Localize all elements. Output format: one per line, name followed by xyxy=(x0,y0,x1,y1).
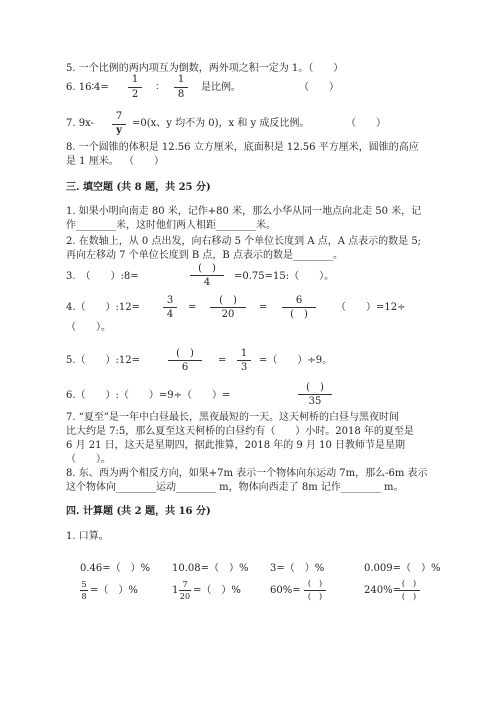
fill-5-fraction-2-numerator: 1 xyxy=(240,348,248,359)
fill-8-line-1: 8. 东、西为两个相反方向，如果+7m 表示一个物体向东运动 7m，那么-6m 表示 xyxy=(66,468,428,479)
q6-fraction-1-denominator: 2 xyxy=(131,89,139,100)
fill-4-prefix: 4.（ ）:12= xyxy=(66,302,141,313)
q7-suffix: =0(x、y 均不为 0)，x 和 y 成反比例。 xyxy=(132,118,310,129)
fill-5-prefix: 5.（ ）:12= xyxy=(66,355,141,366)
q6-fraction-1-bar xyxy=(128,87,142,88)
fill-7-line-2: 比大约是 7:5，那么夏至这天柯桥的白昼约有（ ）小时。2018 年的夏至是 xyxy=(66,426,414,437)
fill-6-fraction-denominator: 35 xyxy=(308,396,322,407)
fill-4-fraction-1-numerator: 3 xyxy=(166,295,174,306)
fill-7-line-4: （ ）。 xyxy=(66,454,111,465)
fill-4-fraction-2-bar xyxy=(210,307,246,308)
calc-r1-c4: 0.009=（ ）% xyxy=(364,563,441,574)
fill-1-line-1: 1. 如果小明向南走 80 米，记作+80 米，那么小华从同一地点向北走 50 米，记 xyxy=(66,206,422,217)
q7-answer-paren: （ ） xyxy=(346,118,386,129)
q6-fraction-1-numerator: 1 xyxy=(131,74,139,85)
fill-4-fraction-1-bar xyxy=(163,307,177,308)
fill-5-fraction-2-denominator: 3 xyxy=(240,362,248,373)
question-8-line-1: 8. 一个圆锥的体积是 12.56 立方厘米，底面积是 12.56 平方厘米，圆锥的高应 xyxy=(66,142,419,153)
fill-5-equals: = xyxy=(218,355,227,366)
q6-fraction-2-numerator: 1 xyxy=(177,74,185,85)
calc-r2-c4-numerator: ( ) xyxy=(401,579,417,588)
question-7-prefix: 7. 9x- xyxy=(66,118,94,129)
calc-r1-c2: 10.08=（ ）% xyxy=(172,563,249,574)
fill-8-line-2: 这个物体向________运动________ m，物体向西走了 8m 记作________ m。 xyxy=(66,482,404,493)
fill-3-fraction-bar xyxy=(190,275,224,276)
fill-4-equals-1: = xyxy=(188,302,197,313)
calc-r2-c3-prefix: 60%= xyxy=(270,585,301,596)
calc-r1-c3: 3=（ ）% xyxy=(270,563,325,574)
q6-fraction-2-bar xyxy=(174,87,188,88)
fill-5-fraction-1-numerator: ( ) xyxy=(176,348,194,359)
fill-4-line-2: （ ）。 xyxy=(66,322,111,333)
fill-4-suffix: （ ）=12÷ xyxy=(336,302,406,313)
calc-r2-c3-denominator: ( ) xyxy=(307,592,323,601)
fill-5-suffix: =（ ）÷9。 xyxy=(259,355,333,366)
q6-fraction-2-denominator: 8 xyxy=(177,89,185,100)
q7-fraction-denominator: y xyxy=(116,125,122,136)
q6-colon: ∶ xyxy=(156,82,159,93)
calc-r1-c1: 0.46=（ ）% xyxy=(80,563,151,574)
fill-4-fraction-3-denominator: ( ) xyxy=(290,309,308,320)
fill-6-fraction-numerator: ( ) xyxy=(306,382,324,393)
fill-4-fraction-3-bar xyxy=(282,307,316,308)
q6-suffix: 是比例。 xyxy=(201,82,241,93)
calc-r2-c2-denominator: 20 xyxy=(179,592,191,601)
fill-3-fraction-denominator: 4 xyxy=(203,277,211,288)
q8-answer-paren: （ ） xyxy=(124,156,164,167)
fill-2-line-2: 再向左移动 7 个单位长度到 B 点，B 点表示的数是________。 xyxy=(66,250,343,261)
fill-6-fraction-bar xyxy=(298,394,332,395)
calc-r2-c1-suffix: =（ ）% xyxy=(90,585,138,596)
fill-4-fraction-3-numerator: 6 xyxy=(295,295,303,306)
calc-r2-c4-denominator: ( ) xyxy=(401,592,417,601)
fill-5-fraction-1-denominator: 6 xyxy=(181,362,189,373)
q7-fraction-numerator: 7 xyxy=(115,111,123,122)
section-4-title: 四. 计算题 (共 2 题，共 16 分) xyxy=(66,506,211,517)
fill-1-line-2: 作________米，这时他们两人相距________米。 xyxy=(66,220,276,231)
fill-3-fraction-numerator: ( ) xyxy=(198,263,216,274)
fill-4-fraction-1-denominator: 4 xyxy=(166,309,174,320)
calc-r2-c2-numerator: 7 xyxy=(182,580,188,589)
fill-4-fraction-2-numerator: ( ) xyxy=(219,295,237,306)
question-5: 5. 一个比例的两内项互为倒数，两外项之积一定为 1。（ ） xyxy=(66,63,344,74)
fill-5-fraction-2-bar xyxy=(237,360,251,361)
section-3-title: 三. 填空题 (共 8 题，共 25 分) xyxy=(66,182,211,193)
fill-6-prefix: 6.（ ）:（ ）=9÷（ ）= xyxy=(66,390,231,401)
fill-7-line-1: 7. “夏至”是一年中白昼最长，黑夜最短的一天。这天柯桥的白昼与黑夜时间 xyxy=(66,412,399,423)
calc-r2-c2-suffix: =（ ）% xyxy=(193,585,241,596)
question-6-prefix: 6. 16∶4= xyxy=(66,82,109,93)
calc-r2-c1-numerator: 5 xyxy=(81,580,87,589)
fill-7-line-3: 6 月 21 日，这天是星期四，据此推算，2018 年的 9 月 10 日教师节是星期 xyxy=(66,440,406,451)
calc-r2-c3-numerator: ( ) xyxy=(307,579,323,588)
fill-3-suffix: =0.75=15:（ ）。 xyxy=(234,271,335,282)
fill-3-prefix: 3. （ ）:8= xyxy=(66,271,139,282)
calc-1-title: 1. 口算。 xyxy=(66,531,109,542)
calc-r2-c4-prefix: 240%= xyxy=(364,585,401,596)
question-8-line-2: 是 1 厘米。 xyxy=(66,156,119,167)
fill-2-line-1: 2. 在数轴上，从 0 点出发，向右移动 5 个单位长度到 A 点，A 点表示的数是 5; xyxy=(66,236,422,247)
q6-answer-paren: （ ） xyxy=(299,82,339,93)
calc-r2-c1-denominator: 8 xyxy=(81,592,87,601)
fill-4-fraction-2-denominator: 20 xyxy=(221,309,235,320)
fill-4-equals-2: = xyxy=(259,302,268,313)
fill-5-fraction-1-bar xyxy=(168,360,202,361)
calc-r2-c2-whole: 1 xyxy=(172,585,179,596)
